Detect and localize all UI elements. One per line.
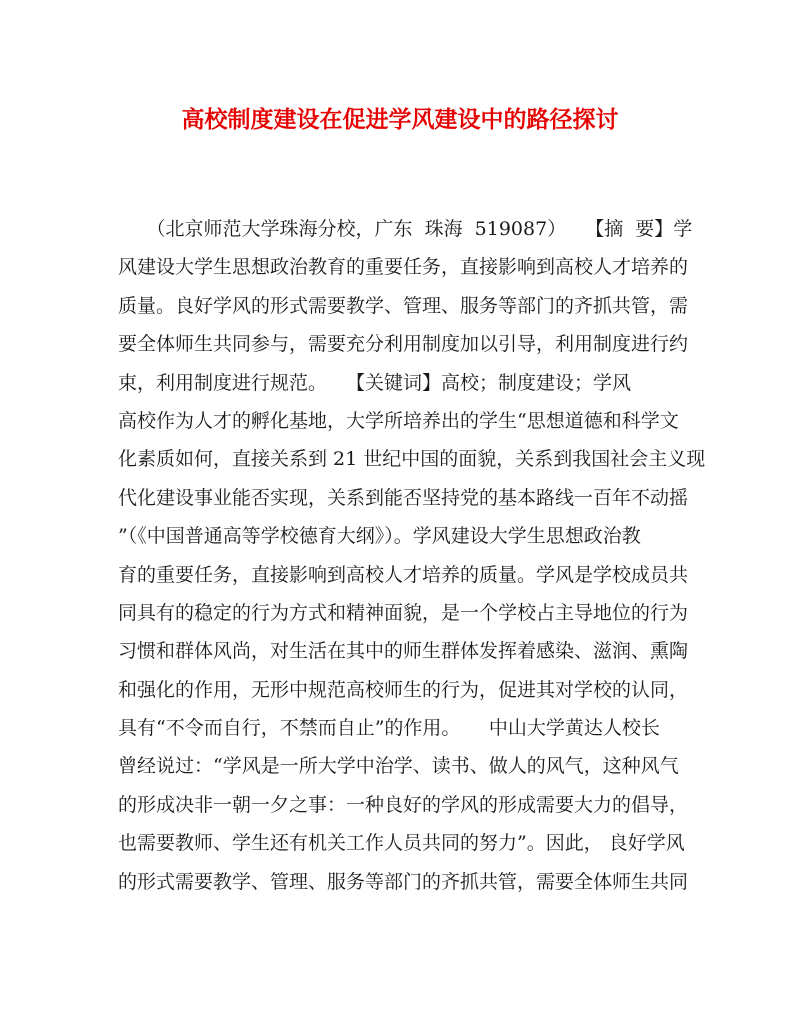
text-line: 曾经说过：“学风是一所大学中治学、读书、做人的风气，这种风气 [118,755,679,778]
text-line: 化素质如何，直接关系到 21 世纪中国的面貌，关系到我国社会主义现 [118,448,706,471]
text-line: 质量。良好学风的形式需要教学、管理、服务等部门的齐抓共管，需 [118,294,689,317]
text-line: （北京师范大学珠海分校，广东 珠海 519087） 【摘 要】学 [118,218,693,240]
text-line: 代化建设事业能否实现，关系到能否坚持党的基本路线一百年不动摇 [118,486,689,509]
text-line: 习惯和群体风尚，对生活在其中的师生群体发挥着感染、滋润、熏陶 [118,640,689,663]
text-line: 也需要教师、学生还有机关工作人员共同的努力”。因此， 良好学风 [118,832,685,855]
text-line: ”（《中国普通高等学校德育大纲》）。学风建设大学生思想政治教 [118,525,641,548]
text-line: 和强化的作用，无形中规范高校师生的行为，促进其对学校的认同， [118,678,689,701]
text-line: 风建设大学生思想政治教育的重要任务，直接影响到高校人才培养的 [118,256,689,279]
text-line: 育的重要任务，直接影响到高校人才培养的质量。学风是学校成员共 [118,563,689,586]
document-title: 高校制度建设在促进学风建设中的路径探讨 [181,106,619,133]
text-line: 束，利用制度进行规范。 【关键词】高校；制度建设；学风 [118,371,632,394]
text-line: 具有“不令而自行，不禁而自止”的作用。 中山大学黄达人校长 [118,717,660,740]
document-body [118,210,706,901]
text-line: 的形式需要教学、管理、服务等部门的齐抓共管，需要全体师生共同 [118,870,689,893]
text-line: 高校作为人才的孵化基地，大学所培养出的学生“思想道德和科学文 [118,409,679,432]
text-line: 的形成决非一朝一夕之事：一种良好的学风的形成需要大力的倡导， [118,793,689,816]
text-line: 要全体师生共同参与，需要充分利用制度加以引导，利用制度进行约 [118,333,689,356]
text-line: 同具有的稳定的行为方式和精神面貌，是一个学校占主导地位的行为 [118,601,689,624]
